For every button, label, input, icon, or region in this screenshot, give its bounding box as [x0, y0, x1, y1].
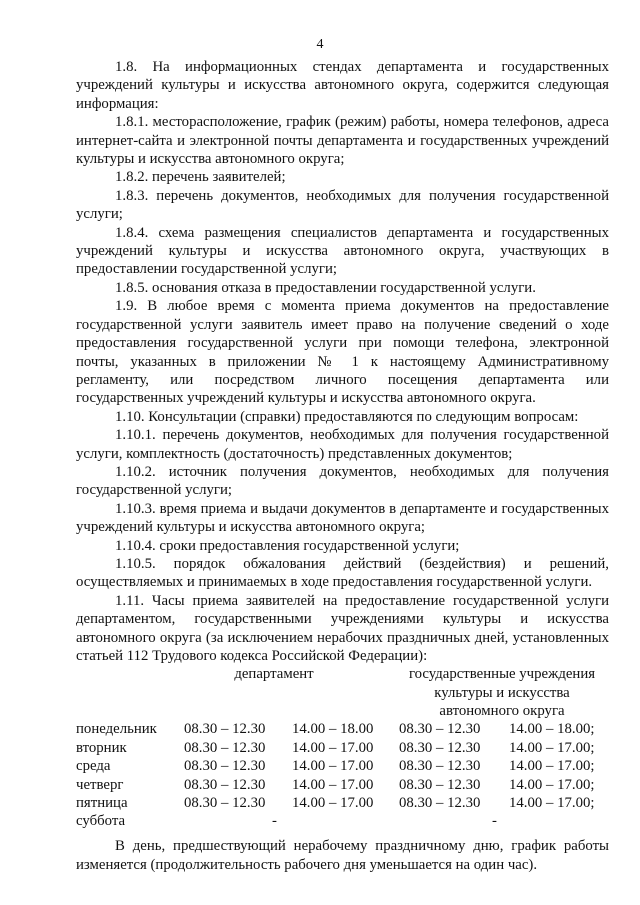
schedule-inst-morning: 08.30 – 12.30 — [399, 795, 481, 811]
schedule-dept-morning: 08.30 – 12.30 — [184, 739, 266, 756]
paragraph-1-10-2: 1.10.2. источник получения документов, необходимых для получения государственной услуги; — [76, 463, 609, 499]
schedule-row — [76, 776, 609, 794]
schedule-header-department: департамент — [234, 666, 314, 683]
schedule-row — [76, 739, 609, 757]
schedule-row-saturday — [76, 812, 609, 830]
schedule-inst-morning: 08.30 – 12.30 — [399, 758, 481, 775]
schedule-inst-afternoon: 14.00 – 17.00; — [509, 776, 595, 793]
schedule-inst-morning: 08.30 – 12.30 — [399, 739, 481, 756]
schedule-inst-closed: - — [492, 813, 497, 830]
paragraph-1-8-4: 1.8.4. схема размещения специалистов департамента и государственных учреждений культуры и искусства автономного округа, участвующих в предоставлении государственной услуги; — [76, 224, 609, 278]
schedule-day: вторник — [76, 739, 127, 756]
schedule-dept-afternoon: 14.00 – 17.00 — [292, 795, 374, 811]
schedule-header-institutions-line: культуры и искусства — [434, 684, 570, 701]
schedule-dept-morning: 08.30 – 12.30 — [184, 795, 266, 811]
schedule-inst-afternoon: 14.00 – 17.00; — [509, 758, 595, 775]
paragraph-1-10-4: 1.10.4. сроки предоставления государственной услуги; — [115, 537, 460, 554]
schedule-day: среда — [76, 758, 111, 775]
schedule-inst-afternoon: 14.00 – 18.00; — [509, 721, 595, 738]
paragraph-1-10-1: 1.10.1. перечень документов, необходимых для получения государственной услуги, комплектность (достаточность) представленных документов; — [76, 427, 609, 462]
schedule-dept-afternoon: 14.00 – 17.00 — [292, 758, 374, 775]
final-paragraph: В день, предшествующий нерабочему праздничному дню, график работы изменяется (продолжительность рабочего дня уменьшается на один час). — [76, 838, 609, 873]
schedule-table — [76, 665, 609, 837]
paragraph-1-10-5: 1.10.5. порядок обжалования действий (бездействия) и решений, осуществляемых и принимаемых в ходе предоставления государственной услуги. — [76, 555, 609, 591]
page-number: 4 — [316, 37, 324, 52]
paragraph-1-10-3: 1.10.3. время приема и выдачи документов в департаменте и государственных учреждений культуры и искусства автономного округа; — [76, 500, 609, 536]
paragraph-1-8-5: 1.8.5. основания отказа в предоставлении государственной услуги. — [115, 279, 536, 296]
schedule-header-institutions-line: государственные учреждения — [408, 666, 596, 683]
paragraph-1-8-3: 1.8.3. перечень документов, необходимых для получения государственной услуги; — [76, 187, 609, 223]
schedule-dept-afternoon: 14.00 – 17.00 — [292, 776, 374, 793]
schedule-inst-afternoon: 14.00 – 17.00; — [509, 795, 595, 811]
schedule-day: суббота — [76, 813, 126, 830]
schedule-dept-morning: 08.30 – 12.30 — [184, 776, 266, 793]
document-body — [76, 58, 609, 874]
paragraph-1-11: 1.11. Часы приема заявителей на предоставление государственной услуги департаментом, государственными учреждениями культуры и искусства автономного округа (за исключением нерабочих праздничных дней, установленных статьей 112 Трудового кодекса Российской Федерации): — [76, 592, 609, 664]
schedule-day: пятница — [76, 795, 128, 811]
paragraph-1-8-1: 1.8.1. месторасположение, график (режим) работы, номера телефонов, адреса интернет-сайта и электронной почты департамента и государственных учреждений культуры и искусства автономного округа; — [76, 114, 609, 168]
schedule-row — [76, 794, 609, 812]
schedule-dept-closed: - — [272, 813, 277, 830]
paragraph-1-8: 1.8. На информационных стендах департамента и государственных учреждений культуры и искусства автономного округа, содержится следующая информация: — [76, 59, 609, 112]
schedule-dept-afternoon: 14.00 – 17.00 — [292, 739, 374, 756]
schedule-dept-afternoon: 14.00 – 18.00 — [292, 721, 374, 738]
schedule-row — [76, 757, 609, 775]
schedule-row — [76, 720, 609, 738]
paragraph-1-9: 1.9. В любое время с момента приема документов на предоставление государственной услуги заявитель имеет право на получение сведений о ходе предоставления государственной услуги при помощи телефона, электронной почты, указанных в приложении № 1 к настоящему Административному регламенту, или посредством личного посещения департамента или государственных учреждений культуры и искусства автономного округа. — [76, 298, 609, 407]
schedule-day: понедельник — [76, 721, 157, 738]
paragraph-1-8-2: 1.8.2. перечень заявителей; — [115, 169, 286, 186]
schedule-inst-afternoon: 14.00 – 17.00; — [509, 739, 595, 756]
schedule-inst-morning: 08.30 – 12.30 — [399, 776, 481, 793]
schedule-dept-morning: 08.30 – 12.30 — [184, 721, 266, 738]
schedule-dept-morning: 08.30 – 12.30 — [184, 758, 266, 775]
paragraph-1-10: 1.10. Консультации (справки) предоставляются по следующим вопросам: — [115, 408, 579, 425]
schedule-day: четверг — [76, 776, 124, 793]
schedule-header-institutions-line: автономного округа — [439, 703, 565, 720]
schedule-inst-morning: 08.30 – 12.30 — [399, 721, 481, 738]
schedule-header-institutions — [392, 665, 612, 720]
